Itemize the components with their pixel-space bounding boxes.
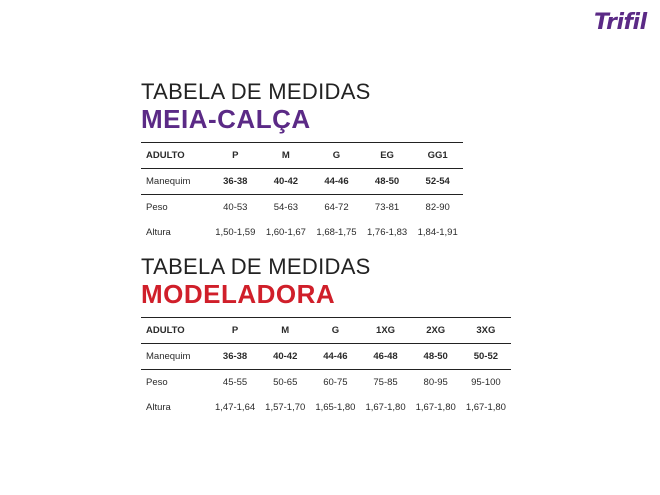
table-cell: 1,47-1,64 xyxy=(215,402,256,413)
table-cell: 54-63 xyxy=(273,202,299,213)
table-cell: 45-55 xyxy=(222,377,248,388)
table-cell: 80-95 xyxy=(423,377,448,388)
table-cell: Manequim xyxy=(141,169,210,195)
table-cell: 52-54 xyxy=(412,169,463,195)
column-header: EG xyxy=(362,143,413,169)
table-cell: 1,76-1,83 xyxy=(367,227,408,238)
column-header: 2XG xyxy=(411,318,461,344)
column-header: 3XG xyxy=(461,318,511,344)
table-row xyxy=(141,169,463,195)
table-cell: 60-75 xyxy=(323,377,348,388)
column-header: P xyxy=(210,143,261,169)
column-header: G xyxy=(310,318,360,344)
column-header: 1XG xyxy=(360,318,410,344)
column-header: M xyxy=(260,318,310,344)
table-cell: 40-53 xyxy=(223,202,248,213)
modeladora-subtitle: MODELADORA xyxy=(141,279,336,309)
column-header: ADULTO xyxy=(141,143,210,169)
table-cell: 36-38 xyxy=(210,344,260,370)
table-header-row xyxy=(141,143,463,169)
table-row xyxy=(141,344,511,370)
table-cell: 50-52 xyxy=(461,344,511,370)
table-row xyxy=(141,220,463,245)
table-cell: 1,84-1,91 xyxy=(417,227,458,238)
table-cell: Peso xyxy=(146,377,168,388)
table-cell: 1,67-1,80 xyxy=(465,402,506,413)
table-cell: 40-42 xyxy=(260,344,310,370)
table-cell: 73-81 xyxy=(374,202,400,213)
table-cell: 40-42 xyxy=(261,169,312,195)
modeladora-size-table xyxy=(141,317,511,420)
table-header-row xyxy=(141,318,511,344)
table-cell: 1,60-1,67 xyxy=(265,227,306,238)
table-cell: Peso xyxy=(146,202,168,213)
table-row xyxy=(141,370,511,396)
table-cell: 1,67-1,80 xyxy=(365,402,406,413)
table-cell: Manequim xyxy=(141,344,210,370)
table-row xyxy=(141,195,463,221)
table-cell: 64-72 xyxy=(324,202,349,213)
table-cell: 95-100 xyxy=(471,377,501,388)
table-cell: 36-38 xyxy=(210,169,261,195)
table-cell: 1,65-1,80 xyxy=(315,402,356,413)
meia-calca-section xyxy=(141,80,463,245)
table-cell: 44-46 xyxy=(311,169,362,195)
meia-calca-subtitle: MEIA-CALÇA xyxy=(141,104,311,134)
trifil-logo: Trifil xyxy=(594,10,647,35)
table-cell: 44-46 xyxy=(310,344,360,370)
modeladora-title: TABELA DE MEDIDAS xyxy=(141,254,371,279)
modeladora-section xyxy=(141,255,511,420)
column-header: GG1 xyxy=(412,143,463,169)
table-cell: 82-90 xyxy=(425,202,450,213)
table-cell: Altura xyxy=(146,227,171,238)
table-row xyxy=(141,395,511,420)
table-cell: 75-85 xyxy=(373,377,398,388)
column-header: M xyxy=(261,143,312,169)
table-cell: 50-65 xyxy=(273,377,298,388)
table-cell: 46-48 xyxy=(360,344,410,370)
table-cell: 1,57-1,70 xyxy=(265,402,306,413)
table-cell: 48-50 xyxy=(411,344,461,370)
table-cell: 1,67-1,80 xyxy=(415,402,456,413)
table-cell: Altura xyxy=(146,402,171,413)
table-cell: 48-50 xyxy=(362,169,413,195)
column-header: ADULTO xyxy=(141,318,210,344)
meia-calca-title: TABELA DE MEDIDAS xyxy=(141,79,371,104)
column-header: G xyxy=(311,143,362,169)
table-cell: 1,50-1,59 xyxy=(215,227,256,238)
table-cell: 1,68-1,75 xyxy=(316,227,357,238)
meia-calca-size-table xyxy=(141,142,463,245)
column-header: P xyxy=(210,318,260,344)
